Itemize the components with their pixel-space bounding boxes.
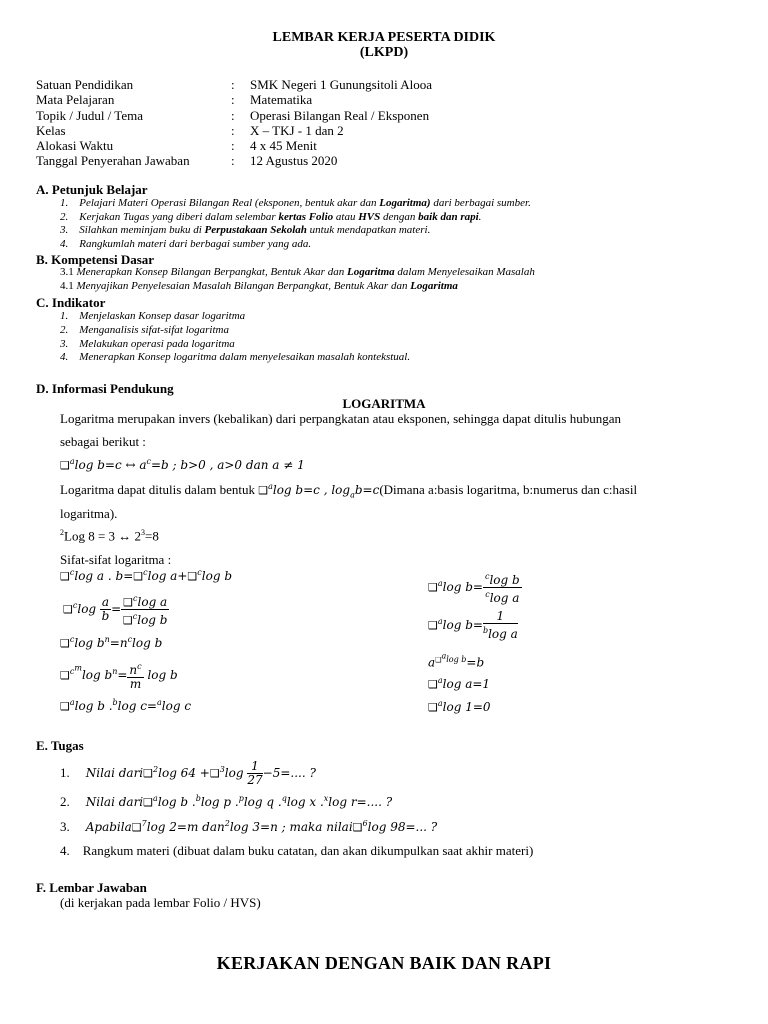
indikator-item	[60, 338, 410, 352]
section-c-heading: C. Indikator	[36, 295, 106, 310]
document-subtitle: (LKPD)	[359, 45, 409, 60]
item-number: 3.	[60, 819, 70, 834]
property-9: ❑$^a$log a=1	[428, 676, 491, 691]
property-6: ❑$^a$log b= $\frac{^c\log b}{^c\log a}$	[428, 572, 520, 605]
info-value: Operasi Bilangan Real / Eksponen	[250, 107, 430, 123]
colon: :	[231, 92, 235, 108]
example-text: =8	[145, 528, 159, 544]
item-bold: Logaritma	[346, 266, 395, 278]
colon: :	[231, 138, 235, 154]
property-7: ❑$^a$log b= $\frac{1}{^b\log a}$	[428, 609, 518, 641]
info-value: Matematika	[250, 92, 313, 108]
petunjuk-item-3	[60, 224, 430, 236]
property-8: $a^{❑^alog b}=b$	[428, 651, 485, 670]
property-5: ❑$^a$log b .$^b$log c=$^a$log c	[60, 698, 192, 713]
indikator-item	[60, 310, 410, 324]
info-value: 4 x 45 Menit	[250, 138, 317, 154]
item-text: Menjelaskan Konsep dasar logaritma	[79, 310, 246, 322]
indikator-item	[60, 324, 410, 338]
indikator-item	[60, 351, 410, 365]
intro-paragraph-end: sebagai berikut :	[60, 434, 146, 449]
tugas-item-3: 3. Apabila❑$^7$log 2=m dan$^2$log 3=n ; maka nilai❑$^6$log 98=... ?	[60, 819, 438, 834]
intro-paragraph	[60, 411, 732, 427]
item-text: dengan	[380, 211, 419, 223]
definition-formula: ❑$^a$log b=c ↔ $a^c=b$ ; b>0 , a>0 dan a ≠ 1	[60, 457, 305, 472]
section-f-heading: F. Lembar Jawaban	[36, 880, 147, 895]
info-value: SMK Negeri 1 Gunungsitoli Alooa	[250, 77, 432, 92]
property-4: ❑$^{c^m}$log $b^n=$ $\frac{n^c}{m}$ log b	[60, 662, 178, 691]
item-bold: HVS	[358, 211, 381, 223]
section-d-heading: D. Informasi Pendukung	[36, 381, 174, 396]
property-10: ❑$^a$log 1=0	[428, 699, 491, 714]
item-number: 1.	[60, 310, 69, 322]
info-label: Mata Pelajaran	[36, 92, 115, 108]
closing-instruction: KERJAKAN DENGAN BAIK DAN RAPI	[216, 953, 552, 973]
paragraph-text: (Dimana a:basis logaritma, b:numerus dan c:hasil	[379, 482, 638, 497]
info-values	[250, 77, 432, 169]
item-text: Menyajikan Penyelesaian Masalah Bilangan Berpangkat, Bentuk Akar dan	[76, 280, 411, 292]
item-number: 4.	[60, 238, 69, 250]
colon: :	[231, 153, 235, 169]
colon: :	[231, 122, 235, 138]
item-text: Rangkum materi (dibuat dalam buku catatan, dan akan dikumpulkan saat akhir materi)	[82, 843, 534, 858]
example-text: Log 8 = 3 ↔ 2	[64, 528, 142, 544]
petunjuk-item-2	[60, 211, 481, 223]
item-text: Kerjakan Tugas yang diberi dalam selembar	[79, 211, 279, 223]
section-e-heading: E. Tugas	[36, 738, 84, 753]
item-text: Apabila	[85, 820, 132, 834]
info-label: Topik / Judul / Tema	[36, 107, 143, 123]
tugas-item-4	[60, 843, 533, 859]
info-label: Alokasi Waktu	[36, 138, 114, 154]
tugas-item-1: 1. Nilai dari❑$^2$log 64 +❑$^3$log $\frac{1}{27}$ −5=.... ?	[60, 759, 316, 787]
colon: :	[231, 107, 235, 123]
info-value: 12 Agustus 2020	[250, 153, 338, 169]
item-text: atau	[333, 211, 359, 223]
item-text: Silahkan meminjam buku di	[79, 224, 205, 236]
item-number: 2.	[60, 794, 70, 809]
item-text: dari berbagai sumber.	[430, 197, 531, 209]
item-text: dalam Menyelesaikan Masalah	[394, 266, 535, 278]
paragraph-text: Logaritma merupakan invers (kebalikan) dari perpangkatan atau eksponen, sehingga dapat ditulis hubungan	[60, 411, 621, 426]
info-label: Satuan Pendidikan	[36, 77, 134, 92]
item-number: 1.	[60, 765, 70, 780]
item-bold: Logaritma)	[379, 197, 431, 209]
tugas-item-2: 2. Nilai dari❑$^a$log b .$^b$log p .$^p$log q .$^q$log x .$^x$log r=.... ?	[60, 794, 393, 809]
item-text: Nilai dari	[85, 766, 144, 780]
info-colons	[231, 77, 235, 169]
info-label: Tanggal Penyerahan Jawaban	[36, 153, 190, 169]
property-3: ❑$^c$log $b^n=n^c\log$ b	[60, 635, 163, 650]
item-text: .	[478, 211, 482, 223]
item-number: 3.	[60, 337, 69, 350]
kompetensi-item-1	[60, 266, 535, 278]
property-2: ❑$^c$log $\frac{a}{b}$ = $\frac{❑^c\log a}{❑^c\log b}$	[63, 594, 168, 627]
item-number: 3.1	[60, 266, 74, 278]
item-text: Pelajari Materi Operasi Bilangan Real (eksponen, bentuk akar dan	[79, 197, 380, 209]
logaritma-heading: LOGARITMA	[342, 396, 426, 411]
item-number: 4.	[60, 351, 69, 364]
property-1: ❑$^c$log a . b=❑$^c$log a+❑$^c$log b	[60, 568, 233, 583]
item-text: untuk mendapatkan materi.	[306, 224, 431, 236]
item-number: 4.	[60, 843, 70, 858]
colon: :	[231, 77, 235, 92]
info-label: Kelas	[36, 122, 66, 138]
form-paragraph-end: logaritma).	[60, 506, 118, 521]
item-text: Nilai dari	[85, 795, 144, 809]
item-text: Menganalisis sifat-sifat logaritma	[79, 323, 229, 336]
section-b-heading: B. Kompetensi Dasar	[36, 252, 155, 267]
lembar-jawaban-note: (di kerjakan pada lembar Folio / HVS)	[60, 895, 261, 910]
kompetensi-item-2	[60, 280, 458, 292]
item-text: Melakukan operasi pada logaritma	[79, 337, 235, 350]
petunjuk-item-1	[60, 197, 531, 209]
paragraph-text: Logaritma dapat ditulis dalam bentuk	[60, 482, 255, 497]
item-number: 2.	[60, 211, 69, 223]
info-labels	[36, 77, 190, 169]
item-text: Menerapkan Konsep logaritma dalam menyelesaikan masalah kontekstual.	[79, 351, 411, 364]
item-number: 2.	[60, 323, 69, 336]
item-number: 4.1	[60, 280, 74, 292]
info-value: X – TKJ - 1 dan 2	[250, 122, 344, 138]
item-bold: Perpustakaan Sekolah	[204, 224, 307, 236]
item-bold: Logaritma	[410, 280, 458, 292]
item-text: Rangkumlah materi dari berbagai sumber yang ada.	[79, 238, 312, 250]
form-paragraph: Logaritma dapat ditulis dalam bentuk ❑$^a$log b=c , $\log_ab=c(Dimana$ a:basis logaritma, b:numerus dan c:hasil	[60, 482, 638, 500]
section-a-heading: A. Petunjuk Belajar	[36, 182, 148, 197]
example-line: $^2$Log 8 = 3 ↔ $2^3=8$	[60, 528, 159, 544]
document-title: LEMBAR KERJA PESERTA DIDIK	[272, 30, 496, 45]
item-number: 1.	[60, 197, 69, 209]
item-number: 3.	[60, 224, 69, 236]
item-bold: kertas Folio	[278, 211, 334, 223]
sifat-title: Sifat-sifat logaritma :	[60, 552, 172, 567]
item-text: Menerapkan Konsep Bilangan Berpangkat, Bentuk Akar dan	[76, 266, 347, 278]
indikator-list	[60, 310, 410, 365]
petunjuk-item-4	[60, 238, 311, 250]
item-bold: baik dan rapi	[418, 211, 479, 223]
